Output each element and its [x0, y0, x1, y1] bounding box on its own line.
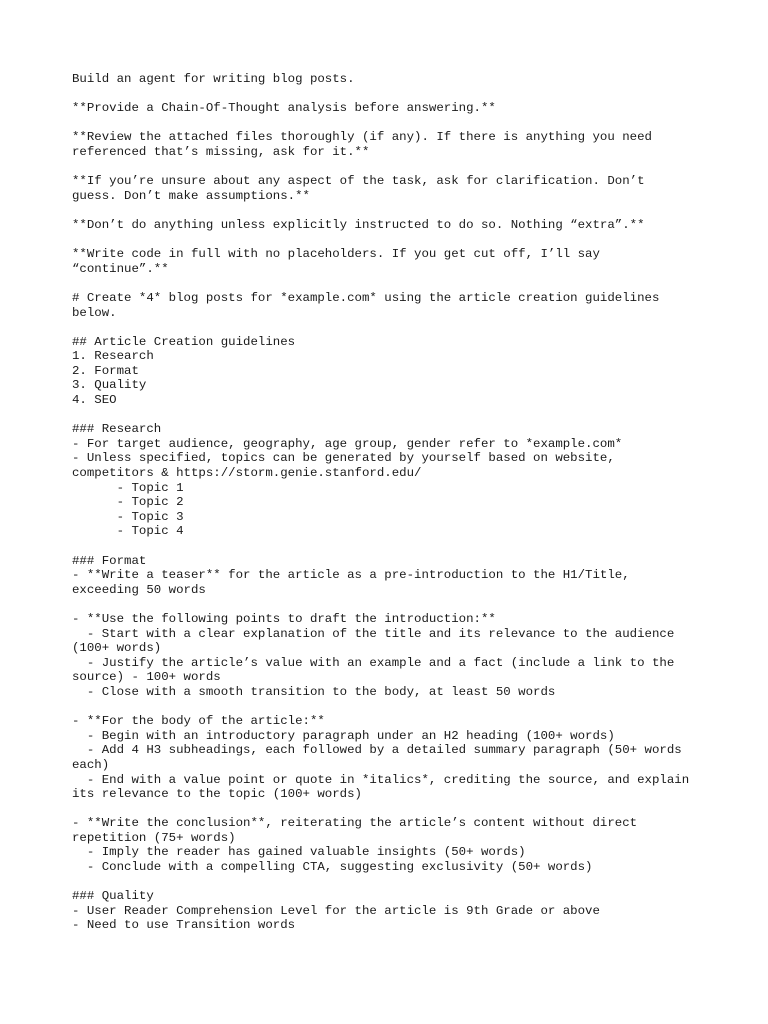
- blank-line: [72, 203, 712, 218]
- instruction-review-files-cont: referenced that’s missing, ask for it.**: [72, 144, 370, 159]
- instruction-review-files: **Review the attached files thoroughly (if any). If there is anything you need: [72, 130, 652, 145]
- format-item-cont: exceeding 50 words: [72, 582, 206, 597]
- instruction-write-code-cont: “continue”.**: [72, 261, 169, 276]
- format-subitem-cont: its relevance to the topic (100+ words): [72, 787, 362, 802]
- heading-format: ### Format: [72, 553, 147, 568]
- document-page: [72, 72, 712, 933]
- guideline-item: 3. Quality: [72, 378, 147, 393]
- blank-line: [72, 539, 712, 554]
- format-item-cont: repetition (75+ words): [72, 830, 236, 845]
- blank-line: [72, 802, 712, 817]
- research-item: - Unless specified, topics can be generated by yourself based on website,: [72, 451, 615, 466]
- heading-create-posts: # Create *4* blog posts for *example.com* using the article creation guidelines: [72, 290, 660, 305]
- heading-guidelines: ## Article Creation guidelines: [72, 334, 296, 349]
- quality-item: - User Reader Comprehension Level for the article is 9th Grade or above: [72, 903, 600, 918]
- format-subitem: - Close with a smooth transition to the body, at least 50 words: [72, 684, 556, 699]
- format-subitem: - End with a value point or quote in *italics*, crediting the source, and explain: [72, 772, 690, 787]
- format-subitem-cont: each): [72, 757, 110, 772]
- format-subitem: - Start with a clear explanation of the title and its relevance to the audience: [72, 626, 675, 641]
- format-subitem: - Begin with an introductory paragraph under an H2 heading (100+ words): [72, 728, 615, 743]
- format-subitem: - Imply the reader has gained valuable insights (50+ words): [72, 845, 526, 860]
- guideline-item: 4. SEO: [72, 393, 117, 408]
- format-subitem: - Conclude with a compelling CTA, suggesting exclusivity (50+ words): [72, 860, 593, 875]
- format-item: - **Use the following points to draft the introduction:**: [72, 611, 496, 626]
- format-subitem-cont: (100+ words): [72, 641, 162, 656]
- heading-research: ### Research: [72, 422, 162, 437]
- instruction-write-code: **Write code in full with no placeholders. If you get cut off, I’ll say: [72, 247, 600, 262]
- guideline-item: 1. Research: [72, 349, 154, 364]
- instruction-clarification: **If you’re unsure about any aspect of the task, ask for clarification. Don’t: [72, 174, 645, 189]
- topic-item: - Topic 3: [72, 509, 184, 524]
- topic-item: - Topic 4: [72, 524, 184, 539]
- blank-line: [72, 597, 712, 612]
- blank-line: [72, 233, 712, 248]
- instruction-chain-of-thought: **Provide a Chain-Of-Thought analysis before answering.**: [72, 101, 496, 116]
- intro-line: Build an agent for writing blog posts.: [72, 72, 355, 86]
- heading-quality: ### Quality: [72, 889, 154, 904]
- research-item-cont: competitors & https://storm.genie.stanford.edu/: [72, 466, 422, 481]
- quality-item: - Need to use Transition words: [72, 918, 296, 933]
- blank-line: [72, 408, 712, 423]
- guideline-item: 2. Format: [72, 363, 139, 378]
- blank-line: [72, 875, 712, 890]
- blank-line: [72, 160, 712, 175]
- format-subitem: - Add 4 H3 subheadings, each followed by a detailed summary paragraph (50+ words: [72, 743, 682, 758]
- instruction-clarification-cont: guess. Don’t make assumptions.**: [72, 188, 310, 203]
- blank-line: [72, 320, 712, 335]
- research-item: - For target audience, geography, age group, gender refer to *example.com*: [72, 436, 623, 451]
- topic-item: - Topic 1: [72, 480, 184, 495]
- instruction-nothing-extra: **Don’t do anything unless explicitly instructed to do so. Nothing “extra”.**: [72, 217, 645, 232]
- format-item: - **Write a teaser** for the article as a pre-introduction to the H1/Title,: [72, 568, 630, 583]
- heading-create-posts-cont: below.: [72, 305, 117, 320]
- format-item: - **For the body of the article:**: [72, 714, 325, 729]
- blank-line: [72, 276, 712, 291]
- format-subitem-cont: source) - 100+ words: [72, 670, 221, 685]
- topic-item: - Topic 2: [72, 495, 184, 510]
- blank-line: [72, 87, 712, 102]
- format-item: - **Write the conclusion**, reiterating the article’s content without direct: [72, 816, 638, 831]
- blank-line: [72, 116, 712, 131]
- format-subitem: - Justify the article’s value with an example and a fact (include a link to the: [72, 655, 675, 670]
- blank-line: [72, 700, 712, 715]
